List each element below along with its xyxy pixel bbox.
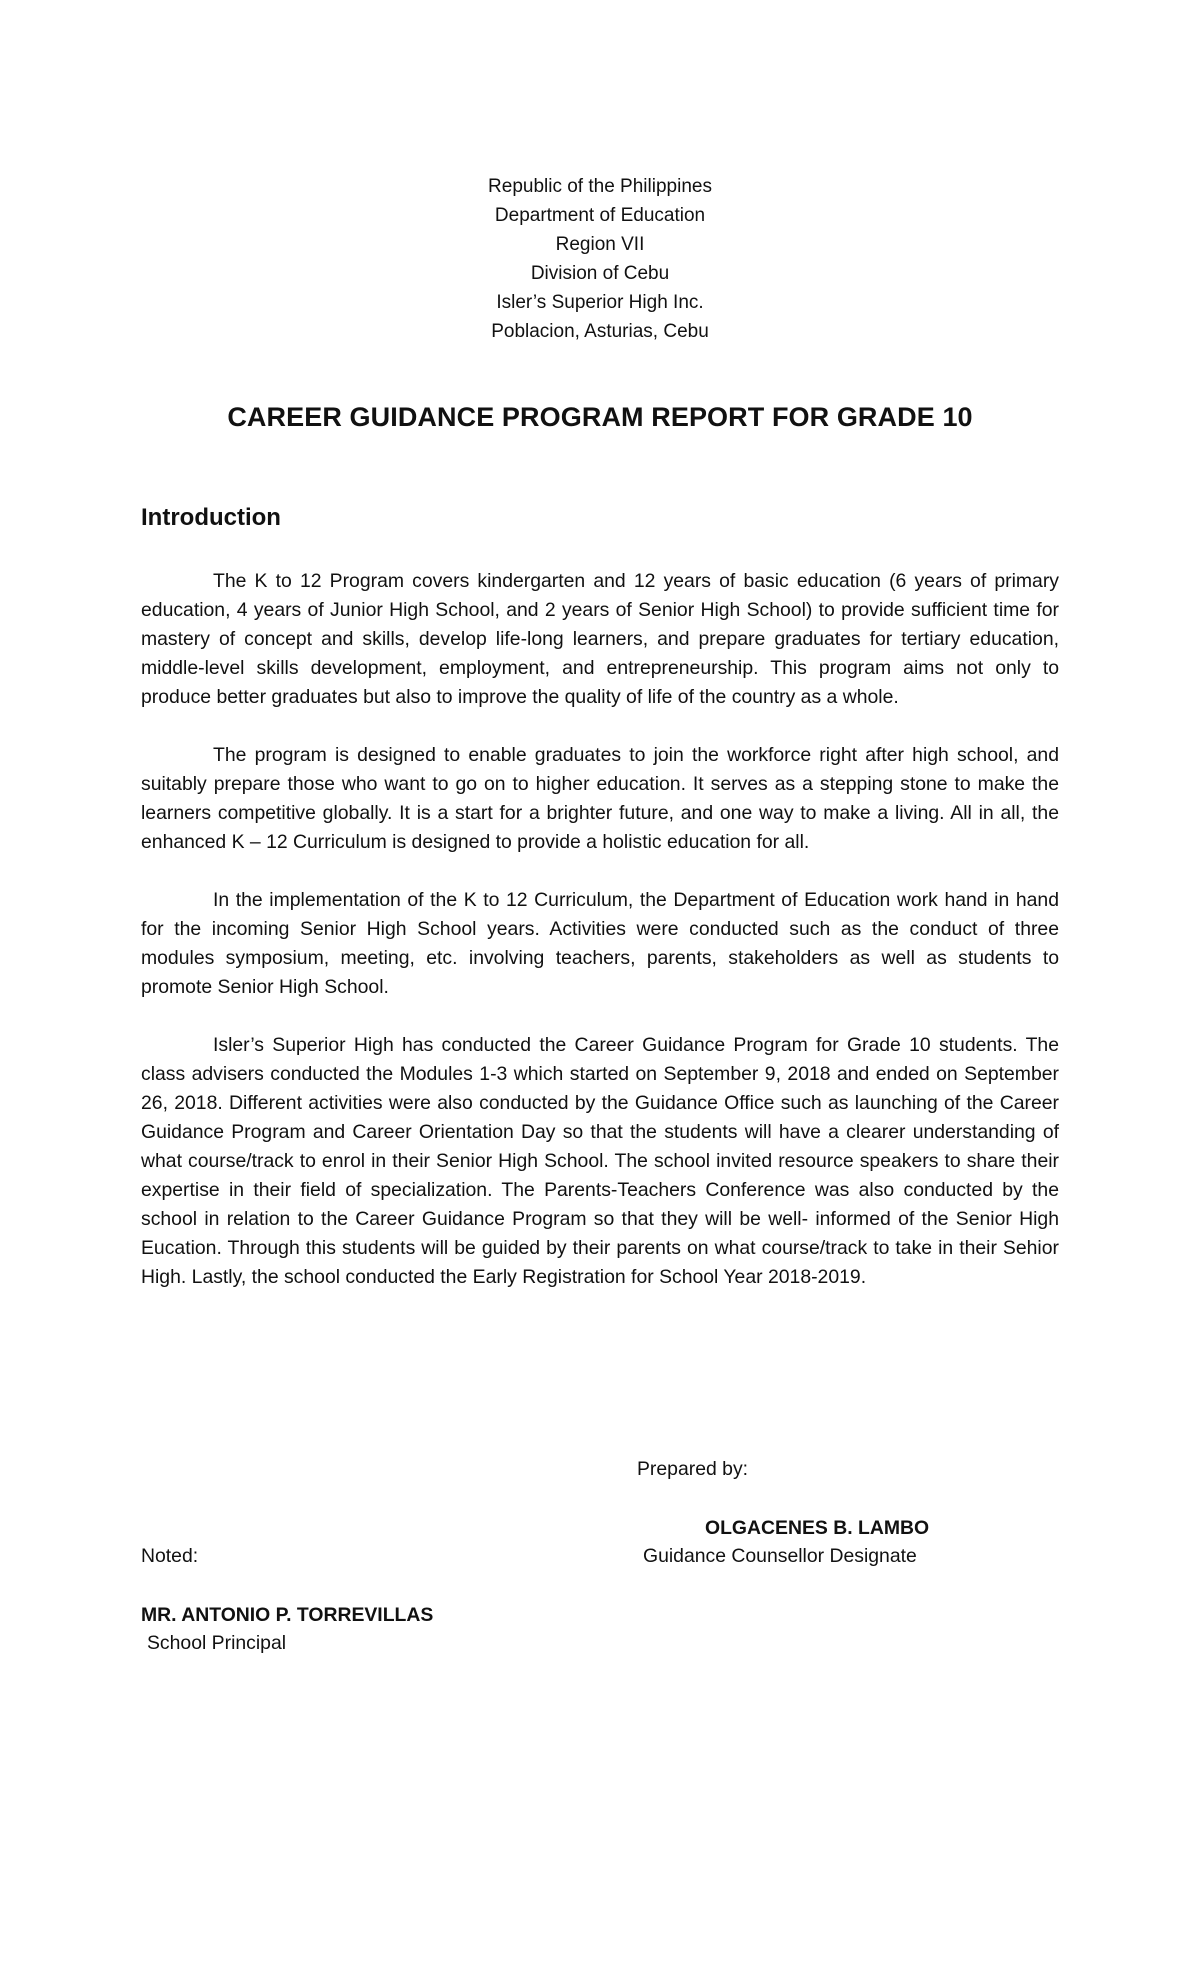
- letterhead: [0, 172, 1200, 346]
- noter-name: MR. ANTONIO P. TORREVILLAS: [141, 1604, 434, 1626]
- letterhead-department: Department of Education: [494, 205, 706, 226]
- report-title: CAREER GUIDANCE PROGRAM REPORT FOR GRADE 10: [227, 402, 973, 432]
- report-body: [141, 503, 1059, 1321]
- letterhead-school: Isler’s Superior High Inc.: [496, 292, 704, 313]
- letterhead-region: Region VII: [555, 234, 645, 255]
- preparer-title: Guidance Counsellor Designate: [643, 1545, 917, 1567]
- noter-title: School Principal: [147, 1632, 287, 1654]
- noted-label: Noted:: [141, 1545, 199, 1567]
- prepared-by-label: Prepared by:: [637, 1458, 749, 1480]
- preparer-name: OLGACENES B. LAMBO: [705, 1517, 930, 1539]
- paragraph-2: The program is designed to enable graduates to join the workforce right after high school, and suitably prepare those who want to go on to higher education. It serves as a stepping stone to make the learners competitive globally. It is a start for a brighter future, and one way to make a living. All in all, the enhanced K – 12 Curriculum is designed to provide a holistic education for all.: [141, 744, 1059, 853]
- section-heading-introduction: Introduction: [141, 504, 281, 531]
- paragraph-1: The K to 12 Program covers kindergarten and 12 years of basic education (6 years of primary education, 4 years of Junior High School, and 2 years of Senior High School) to provide sufficient time for mastery of concept and skills, develop life-long learners, and prepare graduates for tertiary education, middle-level skills development, employment, and entrepreneurship. This program aims not only to produce better graduates but also to improve the quality of life of the country as a whole.: [141, 570, 1059, 708]
- paragraph-4: Isler’s Superior High has conducted the Career Guidance Program for Grade 10 students. The class advisers conducted the Modules 1-3 which started on September 9, 2018 and ended on September 26, 2018. Different activities were also conducted by the Guidance Office such as launching of the Career Guidance Program and Career Orientation Day so that the students will have a clearer understanding of what course/track to enrol in their Senior High School. The school invited resource speakers to share their expertise in their field of specialization. The Parents-Teachers Conference was also conducted by the school in relation to the Career Guidance Program so that they will be well- informed of the Senior High Eucation. Through this students will be guided by their parents on what course/track to take in their Sehior High. Lastly, the school conducted the Early Registration for School Year 2018-2019.: [141, 1034, 1059, 1288]
- letterhead-division: Division of Cebu: [530, 263, 670, 284]
- letterhead-country: Republic of the Philippines: [488, 176, 712, 197]
- letterhead-address: Poblacion, Asturias, Cebu: [491, 321, 709, 342]
- paragraph-3: In the implementation of the K to 12 Curriculum, the Department of Education work hand in hand for the incoming Senior High School years. Activities were conducted such as the conduct of three modules symposium, meeting, etc. involving teachers, parents, stakeholders as well as students to promote Senior High School.: [141, 889, 1059, 998]
